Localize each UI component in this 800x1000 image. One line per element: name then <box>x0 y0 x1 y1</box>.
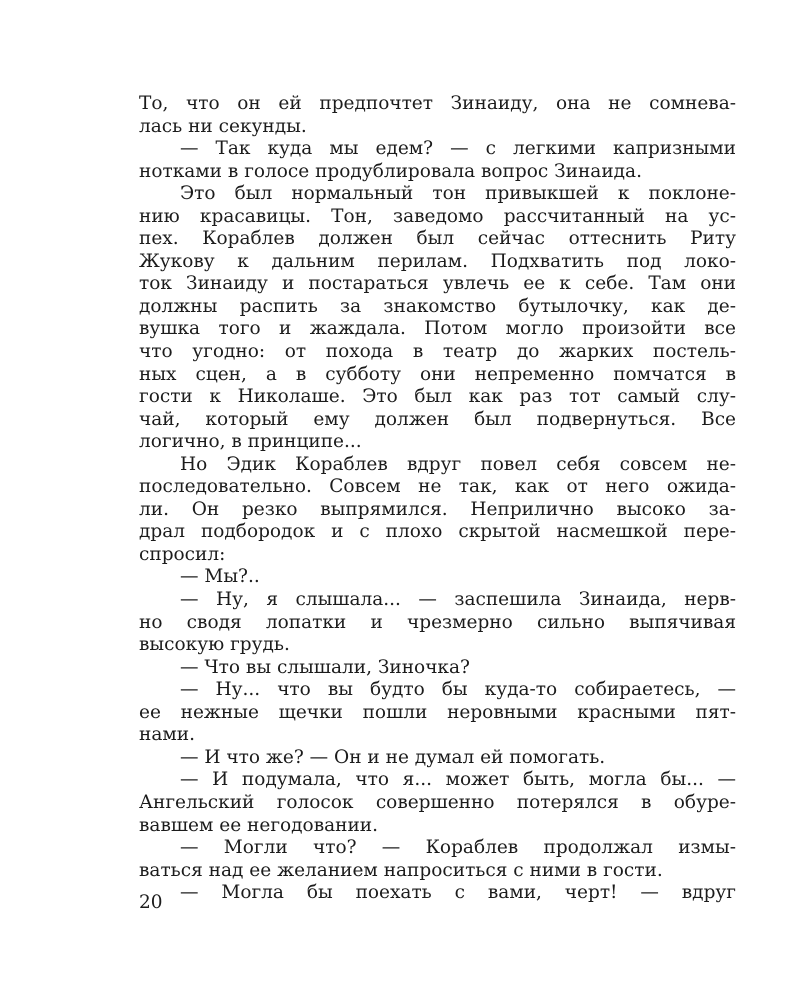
text-line: вушка того и жаждала. Потом могло произойти все <box>139 318 736 340</box>
text-line: логично, в принципе... <box>139 431 362 453</box>
text-line: что угодно: от похода в театр до жарких постель- <box>139 341 736 363</box>
text-line: Жукову к дальним перилам. Подхватить под локо- <box>139 250 736 272</box>
page-number: 20 <box>139 892 163 913</box>
text-line: ее нежные щечки пошли неровными красными пят- <box>139 701 736 723</box>
text-line: Это был нормальный тон привыкшей к поклоне- <box>180 183 736 205</box>
text-line: — Что вы слышали, Зиночка? <box>180 656 470 678</box>
body-text <box>139 93 736 905</box>
text-line: ваться над ее желанием напроситься с ними в гости. <box>139 859 663 881</box>
text-line: — Мы?.. <box>180 566 260 588</box>
text-line: — Могла бы поехать с вами, черт! — вдруг <box>180 882 736 904</box>
text-line: — И что же? — Он и не думал ей помогать. <box>180 746 606 768</box>
text-line: Ангельский голосок совершенно потерялся в обуре- <box>139 791 736 813</box>
text-line: высокую грудь. <box>139 634 290 656</box>
text-line: чай, который ему должен был подвернуться. Все <box>139 408 736 430</box>
text-line: — Могли что? — Кораблев продолжал измы- <box>180 837 736 859</box>
text-line: нами. <box>139 724 195 746</box>
text-line: — Ну... что вы будто бы куда-то собираетесь, — <box>180 679 736 701</box>
text-line: — Так куда мы едем? — с легкими капризными <box>180 138 736 160</box>
text-line: последовательно. Совсем не так, как от него ожида- <box>139 476 736 498</box>
text-line: драл подбородок и с плохо скрытой насмешкой пере- <box>139 521 736 543</box>
text-line: должны распить за знакомство бутылочку, как де- <box>139 295 736 317</box>
text-line: То, что он ей предпочтет Зинаиду, она не сомнева- <box>139 93 736 114</box>
text-line: но сводя лопатки и чрезмерно сильно выпячивая <box>139 611 736 633</box>
text-line: ли. Он резко выпрямился. Неприлично высоко за- <box>139 498 736 520</box>
text-line: вавшем ее негодовании. <box>139 814 379 836</box>
text-line: — Ну, я слышала... — заспешила Зинаида, нерв- <box>180 589 736 611</box>
text-line: нию красавицы. Тон, заведомо рассчитанный на ус- <box>139 205 736 227</box>
text-line: пех. Кораблев должен был сейчас оттеснить Риту <box>139 228 736 250</box>
text-line: ных сцен, а в субботу они непременно помчатся в <box>139 363 736 385</box>
text-line: нотками в голосе продублировала вопрос Зинаида. <box>139 160 642 182</box>
text-line: Но Эдик Кораблев вдруг повел себя совсем не- <box>180 453 736 475</box>
text-line: спросил: <box>139 543 226 565</box>
text-line: лась ни секунды. <box>139 115 307 137</box>
text-line: — И подумала, что я... может быть, могла бы... — <box>180 769 736 791</box>
text-line: ток Зинаиду и постараться увлечь ее к себе. Там они <box>139 273 736 295</box>
text-line: гости к Николаше. Это был как раз тот самый слу- <box>139 386 736 408</box>
